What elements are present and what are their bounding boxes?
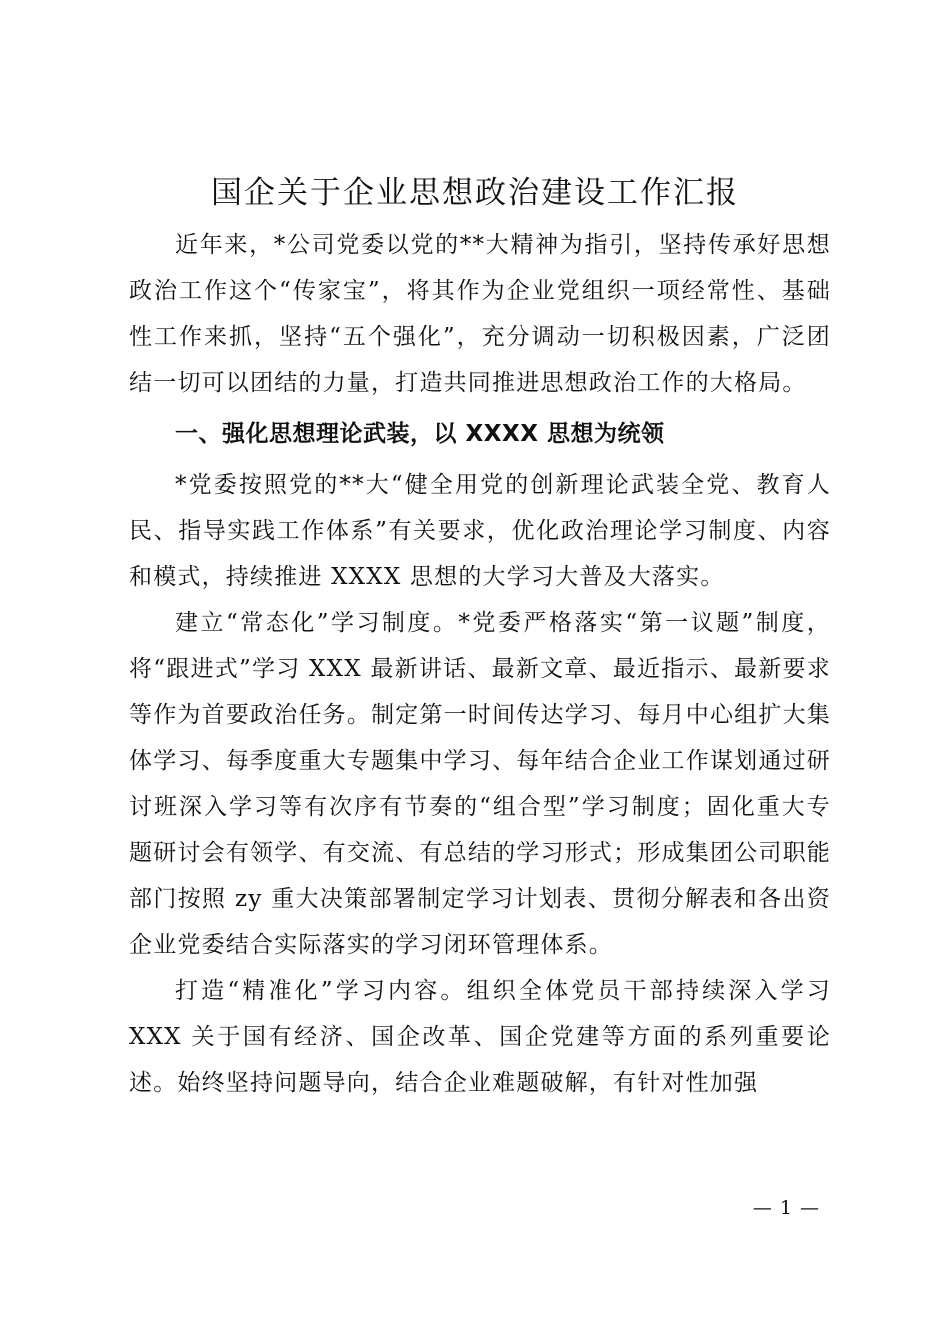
- intro-paragraph: 近年来，*公司党委以党的**大精神为指引，坚持传承好思想政治工作这个“传家宝”，将其作为企业党组织一项经常性、基础性工作来抓，坚持“五个强化”，充分调动一切积极因素，广泛团结一切可以团结的力量，打造共同推进思想政治工作的大格局。: [129, 232, 831, 396]
- page-number: — 1 —: [752, 1197, 820, 1219]
- section1-paragraph-2: 建立“常态化”学习制度。*党委严格落实“第一议题”制度，将“跟进式”学习 XXX 最新讲话、最新文章、最近指示、最新要求等作为首要政治任务。制定第一时间传达学习、每月中心组扩大集体学习、每季度重大专题集中学习、每年结合企业工作谋划通过研讨班深入学习等有次序有节奏的“组合型”学习制度；固化重大专题研讨会有领学、有交流、有总结的学习形式；形成集团公司职能部门按照 zy 重大决策部署制定学习计划表、贯彻分解表和各出资企业党委结合实际落实的学习闭环管理体系。: [129, 610, 831, 958]
- section1-paragraph-3: 打造“精准化”学习内容。组织全体党员干部持续深入学习 XXX 关于国有经济、国企改革、国企党建等方面的系列重要论述。始终坚持问题导向，结合企业难题破解，有针对性加强: [129, 978, 831, 1096]
- document-title: 国企关于企业思想政治建设工作汇报: [211, 175, 739, 211]
- document-body: [129, 222, 831, 1106]
- section1-paragraph-1: *党委按照党的**大“健全用党的创新理论武装全党、教育人民、指导实践工作体系”有关要求，优化政治理论学习制度、内容和模式，持续推进 XXXX 思想的大学习大普及大落实。: [129, 472, 831, 590]
- section-heading-1: 一、强化思想理论武装，以 XXXX 思想为统领: [175, 421, 665, 447]
